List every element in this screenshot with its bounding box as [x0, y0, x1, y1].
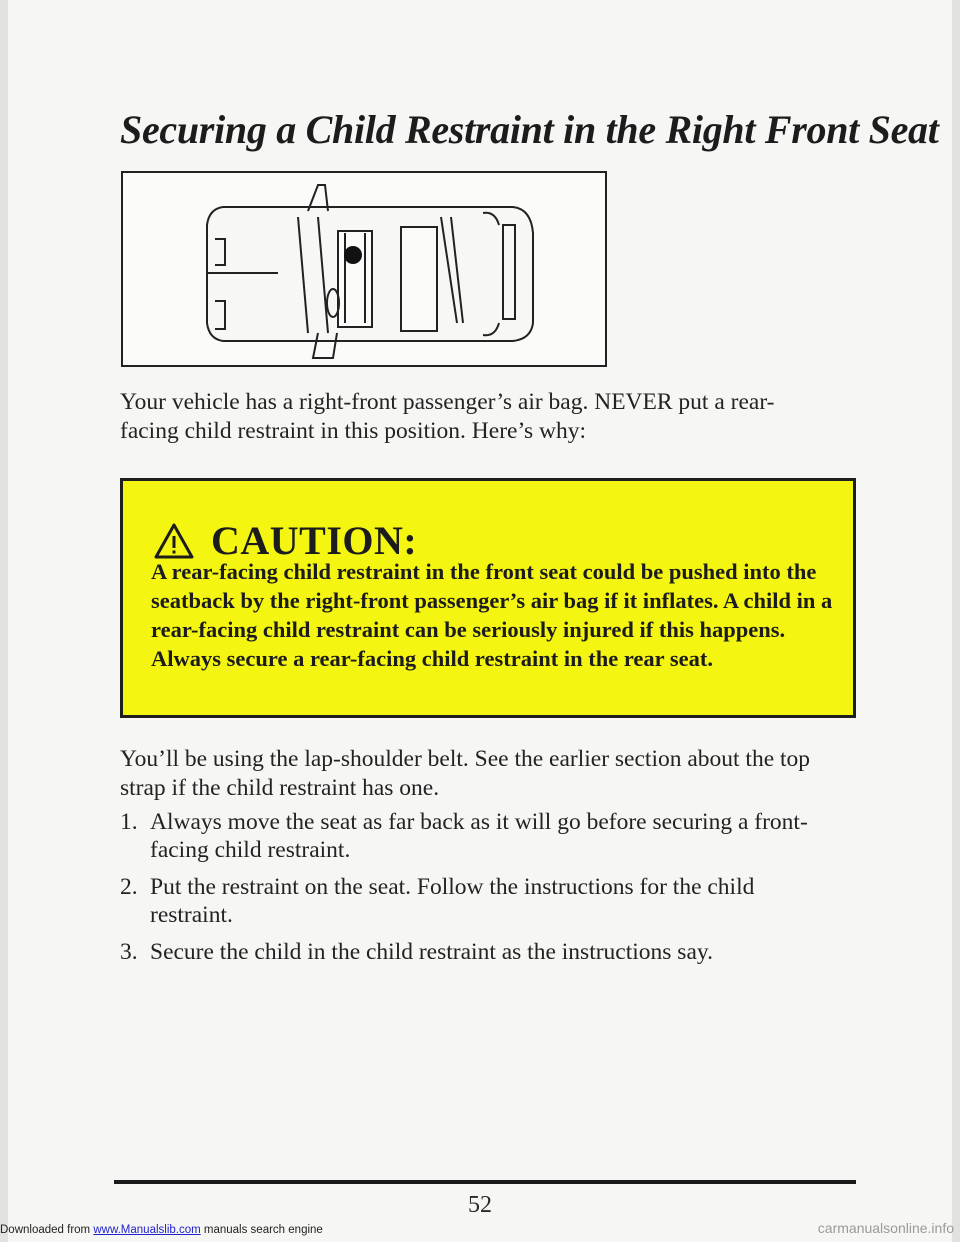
page-title: Securing a Child Restraint in the Right Front Seat [120, 107, 939, 152]
step-number: 2. [120, 874, 138, 900]
caution-box [120, 478, 856, 718]
step-number: 3. [120, 939, 138, 965]
watermark-prefix: Downloaded from [0, 1224, 94, 1236]
page-edge-right [952, 0, 960, 1242]
step-text: Always move the seat as far back as it will go before securing a front-facing child restraint. [150, 809, 808, 863]
step-item [120, 873, 840, 929]
manualslib-link[interactable]: www.Manualslib.com [93, 1224, 201, 1236]
page-edge-left [0, 0, 8, 1242]
step-text: Put the restraint on the seat. Follow the instructions for the child restraint. [150, 874, 755, 928]
step-number: 1. [120, 809, 138, 835]
caution-text: A rear-facing child restraint in the front seat could be pushed into the seatback by the right-front passenger’s air bag if it inflates. A child in a rear-facing child restraint can be seriously injured if this happens. Always secure a rear-facing child restraint in the rear seat. [151, 559, 833, 671]
intro-paragraph: Your vehicle has a right-front passenger’s air bag. NEVER put a rear-facing child restraint in this position. Here’s why: [120, 389, 775, 444]
step-item [120, 938, 840, 966]
lap-shoulder-belt-paragraph: You’ll be using the lap-shoulder belt. See the earlier section about the top strap if the child restraint has one. [120, 746, 811, 801]
caution-label: CAUTION: [211, 518, 418, 563]
warning-triangle-icon [153, 522, 195, 560]
site-watermark: carmanualsonline.info [817, 1220, 954, 1236]
car-diagram [123, 173, 605, 365]
download-watermark [0, 1224, 323, 1236]
step-text: Secure the child in the child restraint as the instructions say. [150, 939, 713, 965]
instruction-steps [120, 808, 840, 975]
watermark-suffix: manuals search engine [200, 1224, 323, 1236]
step-item [120, 808, 840, 864]
footer-rule [114, 1180, 856, 1184]
page-number: 52 [468, 1192, 492, 1218]
vehicle-top-view-illustration [121, 171, 607, 367]
